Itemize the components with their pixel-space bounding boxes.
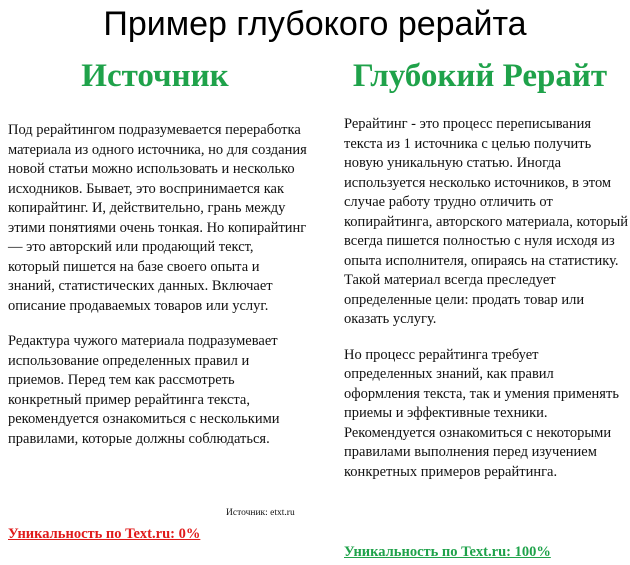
source-attribution: Источник: etxt.ru [226, 508, 295, 518]
source-column [8, 121, 308, 465]
source-heading: Источник [81, 58, 229, 94]
source-paragraph-2: Редактура чужого материала подразумевает использование определенных правил и приемов. Перед тем как рассмотреть конкретный пример рерайтинга текста, рекомендуется ознакомиться с несколькими правилами, которые должны соблюдаться. [8, 333, 280, 447]
rewrite-column [344, 115, 629, 498]
page-title: Пример глубокого рерайта [103, 5, 527, 43]
rewrite-heading: Глубокий Рерайт [352, 58, 608, 94]
source-paragraph-1: Под рерайтингом подразумевается переработка материала из одного источника, но для создания новой статьи можно использовать и несколько исходников. Бывает, это воспринимается как копирайтинг. И, действительно, грань между этими понятиями очень тонкая. Но копирайтинг — это авторский или продающий текст, который пишется на базе своего опыта и знаний, статистических данных. Включает описание продаваемых товаров или услуг. [8, 122, 307, 314]
rewrite-paragraph-1: Рерайтинг - это процесс переписывания текста из 1 источника с целью получить новую уникальную статью. Иногда используется несколько источников, в этом случае работу трудно отличить от копирайтинга, авторского материала, который всегда пишется полностью с нуля исходя из опыта исполнителя, опираясь на статистику. Такой материал всегда преследует определенные цели: продать товар или оказать услугу. [344, 116, 628, 327]
source-uniqueness-link[interactable]: Уникальность по Text.ru: 0% [8, 526, 201, 542]
rewrite-uniqueness-link[interactable]: Уникальность по Text.ru: 100% [344, 544, 551, 560]
rewrite-paragraph-2: Но процесс рерайтинга требует определенных знаний, как правил оформления текста, так и умения применять приемы и эффективные техники. Рекомендуется ознакомиться с некоторыми правилами выполнения перед изучением конкретных примеров рерайтинга. [344, 346, 619, 480]
